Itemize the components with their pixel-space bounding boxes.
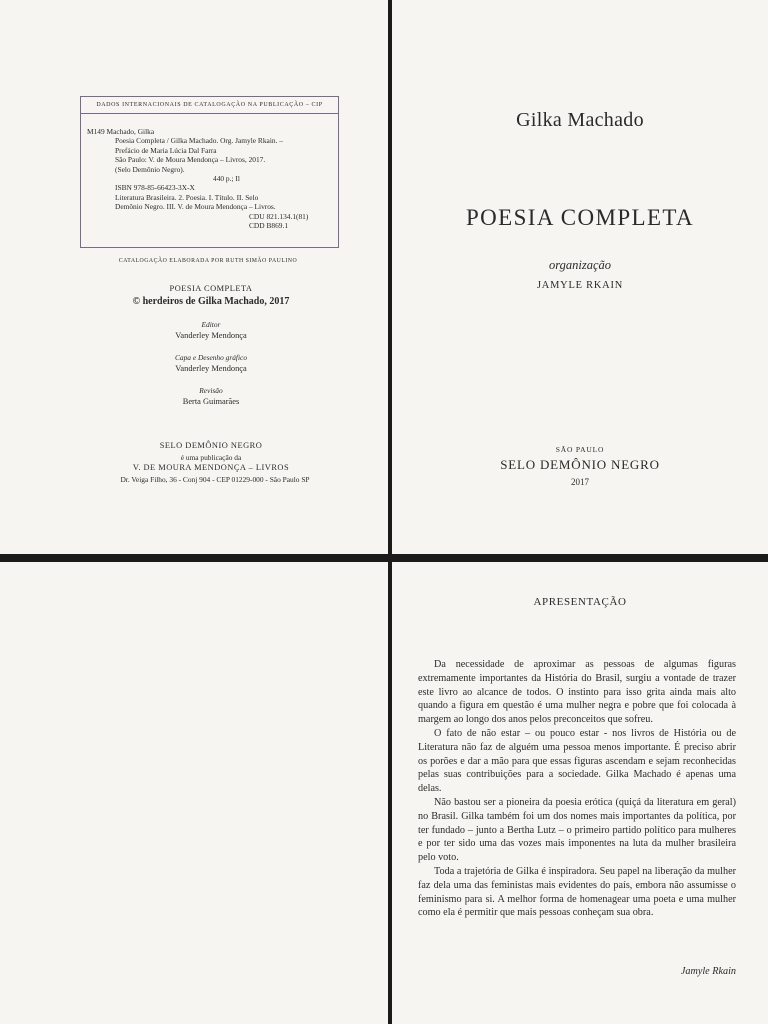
publication-year: 2017 xyxy=(571,477,589,487)
colophon-page xyxy=(0,0,388,554)
cip-line: CDD B869.1 xyxy=(249,221,289,231)
cip-line: Poesia Completa / Gilka Machado. Org. Jamyle Rkain. – xyxy=(115,136,283,146)
cip-line: 440 p.; Il xyxy=(213,174,240,184)
organization-label: organização xyxy=(548,258,612,272)
presentation-page xyxy=(392,562,768,1024)
author-signature: Jamyle Rkain xyxy=(680,966,736,977)
revision-name: Berta Guimarães xyxy=(182,397,240,406)
cip-line: Prefácio de Maria Lúcia Dal Farra xyxy=(115,145,217,155)
author-name: Gilka Machado xyxy=(516,109,644,131)
presentation-heading: APRESENTAÇÃO xyxy=(533,596,627,608)
presentation-text xyxy=(418,658,736,920)
paragraph: Não bastou ser a pioneira da poesia erótica (quiçá da literatura em geral) no Brasil. Gilka também foi um dos nomes mais importantes da política, por ter fundado – junto a Bertha Lutz – o primeiro partido político para mulheres e por ter sido uma das vozes mais imponentes na luta da mulher brasileira pelo voto. xyxy=(418,796,736,864)
imprint-sub: é uma publicação da xyxy=(180,453,242,462)
design-label: Capa e Desenho gráfico xyxy=(174,353,248,362)
paragraph: Da necessidade de aproximar as pessoas de algumas figuras extremamente importantes da História do Brasil, surgiu a vontade de trazer este livro ao alcance de todos. O instinto para isso grita ainda mais alto quando a figura em questão é uma mulher negra e pobre que foi colocada à margem ao longo dos anos pelos preconceitos que sofreu. xyxy=(418,659,736,726)
editor-name: Vanderley Mendonça xyxy=(175,331,247,340)
revision-label: Revisão xyxy=(199,386,223,395)
title-page xyxy=(392,0,768,554)
cip-line: M149 Machado, Gilka xyxy=(87,127,155,136)
cip-entry xyxy=(87,127,334,230)
cip-catalog-card xyxy=(80,96,339,248)
publisher-name: SELO DEMÔNIO NEGRO xyxy=(500,457,660,472)
book-title: POESIA COMPLETA xyxy=(465,205,695,230)
publisher-address: Dr. Veiga Filho, 36 - Conj 904 - CEP 01229-000 - São Paulo SP xyxy=(120,475,310,484)
editor-label: Editor xyxy=(201,320,221,329)
cip-line: CDU 821.134.1(81) xyxy=(249,211,309,221)
paragraph: Toda a trajetória de Gilka é inspiradora. Seu papel na liberação da mulher faz dela uma das feministas mais evidentes do país, embora não assumisse o feminismo para si. A melhor forma de homenagear uma poeta e uma mulher como ela é permitir que mais pessoas conheçam sua obra. xyxy=(418,865,736,919)
organizer-name: JAMYLE RKAIN xyxy=(536,280,624,291)
imprint-name: SELO DEMÔNIO NEGRO xyxy=(159,441,263,450)
copyright-line: © herdeiros de Gilka Machado, 2017 xyxy=(132,296,290,307)
publication-city: SÃO PAULO xyxy=(555,445,605,454)
cip-line: Demônio Negro. III. V. de Moura Mendonça – Livros. xyxy=(115,202,276,212)
blank-page xyxy=(0,562,388,1024)
publisher-name: V. DE MOURA MENDONÇA – LIVROS xyxy=(132,463,290,472)
cip-divider xyxy=(81,113,338,114)
cataloging-note: CATALOGAÇÃO ELABORADA POR RUTH SIMÃO PAULINO xyxy=(118,258,298,264)
cip-line: (Selo Demônio Negro). xyxy=(115,164,185,174)
design-name: Vanderley Mendonça xyxy=(175,364,247,373)
colophon-book-title: POESIA COMPLETA xyxy=(169,284,253,293)
cip-line: São Paulo: V. de Moura Mendonça – Livros, 2017. xyxy=(115,155,266,165)
cip-header: DADOS INTERNACIONAIS DE CATALOGAÇÃO NA PUBLICAÇÃO – CIP xyxy=(96,102,323,108)
cip-line: Literatura Brasileira. 2. Poesia. I. Título. II. Selo xyxy=(115,192,259,202)
paragraph: O fato de não estar – ou pouco estar - nos livros de História ou de Literatura não faz de alguém uma pessoa menos importante. É preciso abrir os porões e dar a mão para que essas figuras ascendam e sejam reconhecidas pelas suas contribuições para a sociedade. Gilka Machado é apenas uma delas. xyxy=(418,727,736,795)
cip-line: ISBN 978-85-66423-3X-X xyxy=(115,183,195,193)
